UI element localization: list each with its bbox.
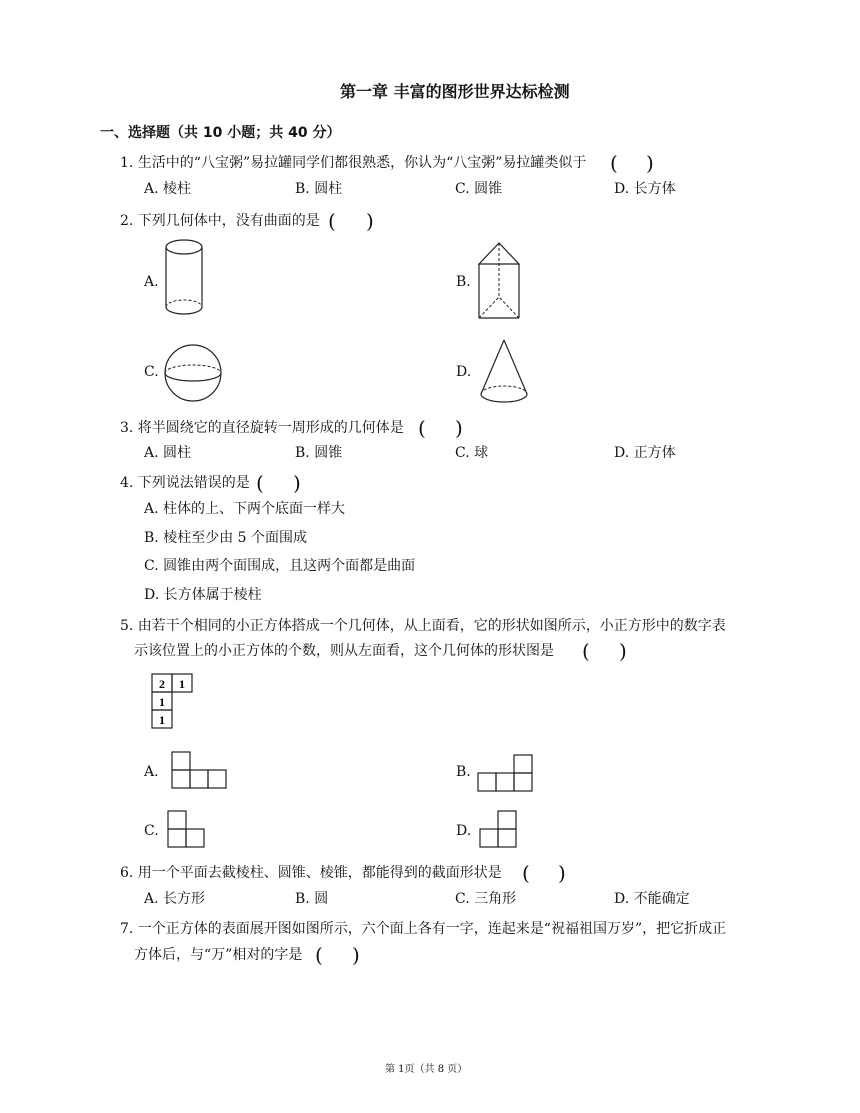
option-c: C.	[144, 823, 159, 839]
answer-paren-open: (	[522, 861, 530, 885]
question-7-stem-line-1: 7. 一个正方体的表面展开图如图所示，六个面上各有一字，连起来是“祝福祖国万岁”，把它折成正	[120, 921, 727, 937]
option-b: B.	[456, 764, 471, 780]
sphere-icon	[162, 342, 224, 404]
cylinder-icon	[160, 238, 210, 320]
grid-number: 1	[159, 713, 165, 727]
answer-paren-close: )	[366, 209, 374, 233]
question-4-stem: 4. 下列说法错误的是	[120, 475, 250, 491]
answer-paren-close: )	[558, 861, 566, 885]
page-footer: 第 1页（共 8 页）	[385, 1064, 468, 1075]
option-d: D. 不能确定	[614, 891, 690, 907]
grid-number: 2	[159, 677, 165, 691]
answer-paren-open: (	[610, 151, 618, 175]
answer-paren-open: (	[328, 209, 336, 233]
question-2-stem: 2. 下列几何体中，没有曲面的是	[120, 213, 320, 229]
question-5-stem-line-1: 5. 由若干个相同的小正方体搭成一个几何体，从上面看，它的形状如图所示，小正方形中的数字表	[120, 618, 726, 634]
answer-paren-close: )	[619, 639, 627, 663]
answer-paren-close: )	[646, 151, 654, 175]
cone-icon	[476, 336, 532, 408]
question-1-stem: 1. 生活中的“八宝粥”易拉罐同学们都很熟悉，你认为“八宝粥”易拉罐类似于	[120, 155, 587, 171]
option-a: A. 棱柱	[144, 181, 192, 197]
question-7-stem-line-2: 方体后，与“万”相对的字是	[134, 947, 303, 963]
question-3-stem: 3. 将半圆绕它的直径旋转一周形成的几何体是	[120, 420, 404, 436]
option-a: A.	[144, 764, 159, 780]
view-shape-c	[166, 809, 208, 851]
answer-paren-close: )	[455, 416, 463, 440]
option-c: C. 圆锥由两个面围成，且这两个面都是曲面	[144, 558, 416, 574]
answer-paren-open: (	[582, 639, 590, 663]
option-b: B. 棱柱至少由 5 个面围成	[144, 530, 307, 546]
option-b: B.	[456, 274, 471, 290]
option-d: D.	[456, 364, 472, 380]
option-d: D. 长方体	[614, 181, 676, 197]
option-c: C. 球	[455, 445, 489, 461]
page-title: 第一章 丰富的图形世界达标检测	[340, 82, 570, 101]
option-b: B. 圆锥	[295, 445, 343, 461]
option-d: D.	[456, 823, 472, 839]
option-b: B. 圆	[295, 891, 329, 907]
answer-paren-close: )	[293, 471, 301, 495]
option-a: A. 长方形	[144, 891, 206, 907]
section-heading: 一、选择题（共 10 小题；共 40 分）	[100, 125, 341, 141]
grid-number: 1	[179, 677, 185, 691]
answer-paren-open: (	[315, 943, 323, 967]
option-a: A. 柱体的上、下两个底面一样大	[144, 501, 346, 517]
view-shape-b	[476, 753, 536, 795]
option-c: C. 圆锥	[455, 181, 503, 197]
option-a: A.	[144, 274, 159, 290]
view-shape-a	[170, 750, 228, 792]
option-b: B. 圆柱	[295, 181, 343, 197]
option-c: C. 三角形	[455, 891, 517, 907]
question-5-stem-line-2: 示该位置上的小正方体的个数，则从左面看，这个几何体的形状图是	[134, 643, 554, 659]
question-6-stem: 6. 用一个平面去截棱柱、圆锥、棱锥，都能得到的截面形状是	[120, 865, 502, 881]
option-a: A. 圆柱	[144, 445, 192, 461]
option-d: D. 长方体属于棱柱	[144, 587, 262, 603]
option-d: D. 正方体	[614, 445, 676, 461]
answer-paren-open: (	[256, 471, 264, 495]
option-c: C.	[144, 364, 159, 380]
answer-paren-open: (	[418, 416, 426, 440]
answer-paren-close: )	[352, 943, 360, 967]
grid-number: 1	[159, 695, 165, 709]
top-view-grid	[150, 672, 198, 734]
view-shape-d	[478, 809, 520, 851]
triangular-prism-icon	[474, 240, 524, 322]
